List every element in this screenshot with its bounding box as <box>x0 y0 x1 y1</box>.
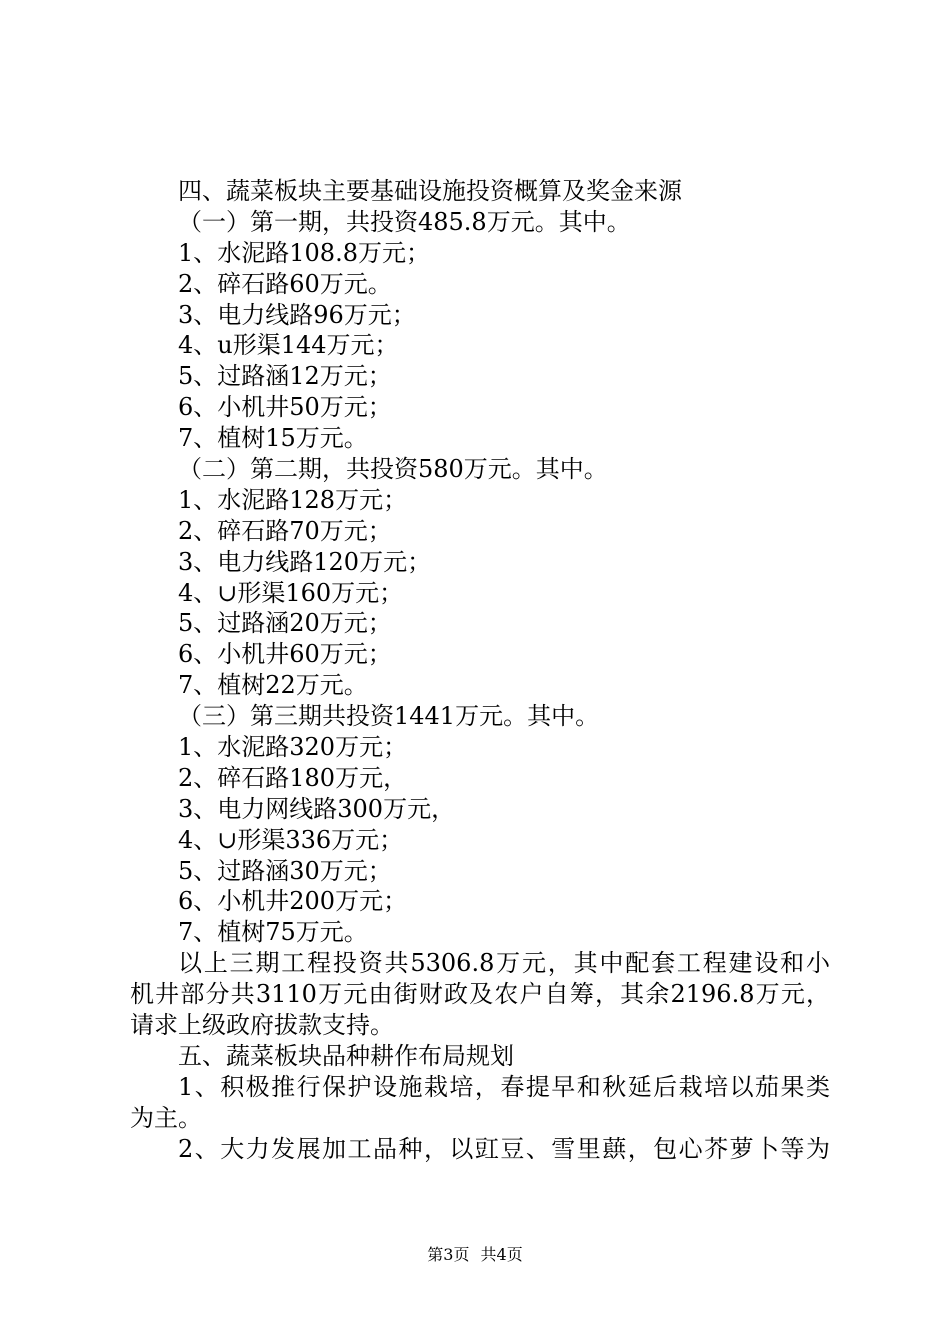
phase-3-title: （三）第三期共投资1441万元。其中。 <box>178 702 600 731</box>
page-footer <box>0 1244 950 1266</box>
phase-1-title: （一）第一期，共投资485.8万元。其中。 <box>178 207 631 236</box>
list-item: 2、碎石路180万元， <box>178 763 408 792</box>
list-item: 4、u形渠144万元； <box>178 331 399 360</box>
list-item: 4、∪形渠336万元； <box>178 825 404 854</box>
plan-paragraph-line: 为主。 <box>130 1103 202 1132</box>
list-item: 7、植树75万元。 <box>178 918 368 947</box>
document-body <box>130 176 830 1165</box>
list-item: 5、过路涵20万元； <box>178 609 392 638</box>
list-item: 2、碎石路60万元。 <box>178 269 392 298</box>
list-item: 6、小机井50万元； <box>178 393 392 422</box>
list-item: 5、过路涵30万元； <box>178 856 392 885</box>
summary-paragraph-line: 机井部分共3110万元由街财政及农户自筹，其余2196.8万元， <box>130 980 830 1009</box>
list-item: 3、电力线路96万元； <box>178 300 416 329</box>
phase-2-title: （二）第二期，共投资580万元。其中。 <box>178 455 608 484</box>
list-item: 2、碎石路70万元； <box>178 516 392 545</box>
plan-paragraph-line: 1、积极推行保护设施栽培，春提早和秋延后栽培以茄果类 <box>178 1072 830 1101</box>
list-item: 5、过路涵12万元； <box>178 362 392 391</box>
section-heading-5: 五、蔬菜板块品种耕作布局规划 <box>178 1041 514 1070</box>
page-number: 第3页 <box>427 1245 470 1264</box>
section-heading-4: 四、蔬菜板块主要基础设施投资概算及奖金来源 <box>178 177 682 205</box>
list-item: 7、植树15万元。 <box>178 424 368 453</box>
list-item: 6、小机井60万元； <box>178 640 392 669</box>
summary-paragraph-line: 以上三期工程投资共5306.8万元，其中配套工程建设和小 <box>178 949 830 978</box>
list-item: 6、小机井200万元； <box>178 887 408 916</box>
list-item: 1、水泥路320万元； <box>178 733 408 762</box>
summary-paragraph-line: 请求上级政府拔款支持。 <box>130 1011 394 1040</box>
page-total: 共4页 <box>480 1245 523 1264</box>
list-item: 3、电力线路120万元； <box>178 547 432 576</box>
plan-paragraph-line: 2、大力发展加工品种，以豇豆、雪里蕻，包心芥萝卜等为 <box>178 1134 830 1163</box>
list-item: 1、水泥路128万元； <box>178 485 408 514</box>
list-item: 7、植树22万元。 <box>178 671 368 700</box>
list-item: 3、电力网线路300万元， <box>178 794 456 823</box>
list-item: 1、水泥路108.8万元； <box>178 238 430 267</box>
list-item: 4、∪形渠160万元； <box>178 578 404 607</box>
